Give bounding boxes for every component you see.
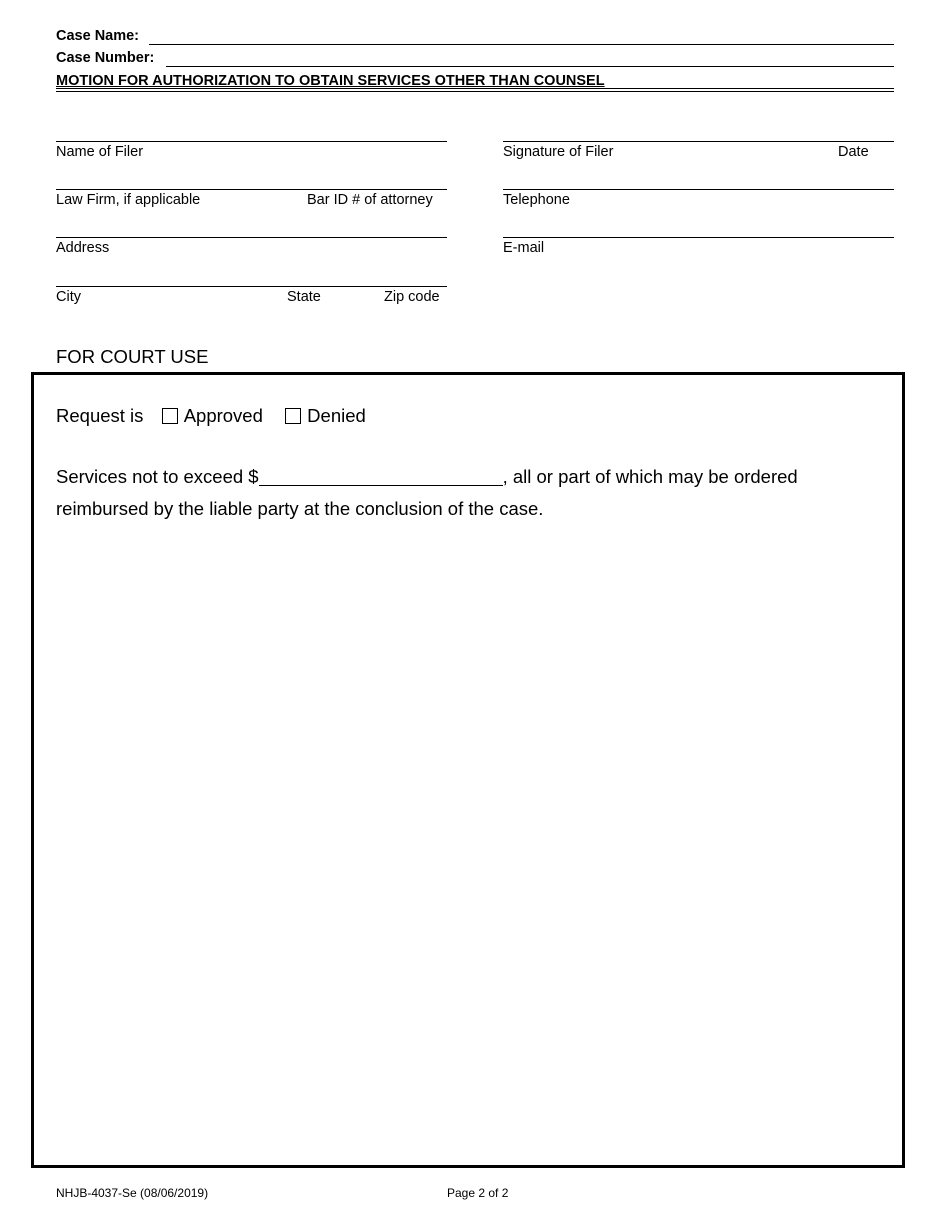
services-line-1 (56, 466, 798, 488)
email-field[interactable] (503, 237, 894, 238)
bar-id-label: Bar ID # of attorney (307, 192, 433, 208)
approved-label: Approved (183, 405, 263, 426)
request-label: Request is (56, 405, 144, 426)
zip-code-label: Zip code (384, 289, 440, 305)
city-state-zip-field[interactable] (56, 286, 447, 287)
title-rule (56, 88, 894, 89)
telephone-label: Telephone (503, 192, 570, 208)
case-name-field[interactable] (149, 44, 894, 45)
name-of-filer-field[interactable] (56, 141, 447, 142)
title-rule-double (56, 91, 894, 92)
state-label: State (287, 289, 321, 305)
services-amount-field[interactable] (259, 467, 503, 486)
form-title: MOTION FOR AUTHORIZATION TO OBTAIN SERVICES OTHER THAN COUNSEL (56, 73, 605, 89)
city-label: City (56, 289, 81, 305)
denied-label: Denied (307, 405, 366, 426)
case-number-field[interactable] (166, 66, 894, 67)
services-prefix: Services not to exceed $ (56, 466, 259, 487)
denied-checkbox[interactable] (285, 408, 301, 424)
address-field[interactable] (56, 237, 447, 238)
request-row (56, 405, 366, 427)
court-use-heading: FOR COURT USE (56, 346, 209, 367)
signature-label: Signature of Filer (503, 144, 614, 160)
law-firm-label: Law Firm, if applicable (56, 192, 201, 208)
services-suffix: , all or part of which may be ordered (502, 466, 798, 487)
email-label: E-mail (503, 240, 545, 256)
date-label: Date (838, 144, 869, 160)
case-number-label: Case Number: (56, 50, 155, 66)
law-firm-field[interactable] (56, 189, 447, 190)
form-id: NHJB-4037-Se (08/06/2019) (56, 1186, 209, 1200)
address-label: Address (56, 240, 110, 256)
court-use-box (31, 372, 905, 1168)
services-line-2: reimbursed by the liable party at the conclusion of the case. (56, 498, 544, 519)
telephone-field[interactable] (503, 189, 894, 190)
page-number: Page 2 of 2 (447, 1186, 509, 1200)
signature-field[interactable] (503, 141, 894, 142)
name-of-filer-label: Name of Filer (56, 144, 144, 160)
case-name-label: Case Name: (56, 28, 140, 44)
approved-checkbox[interactable] (162, 408, 178, 424)
